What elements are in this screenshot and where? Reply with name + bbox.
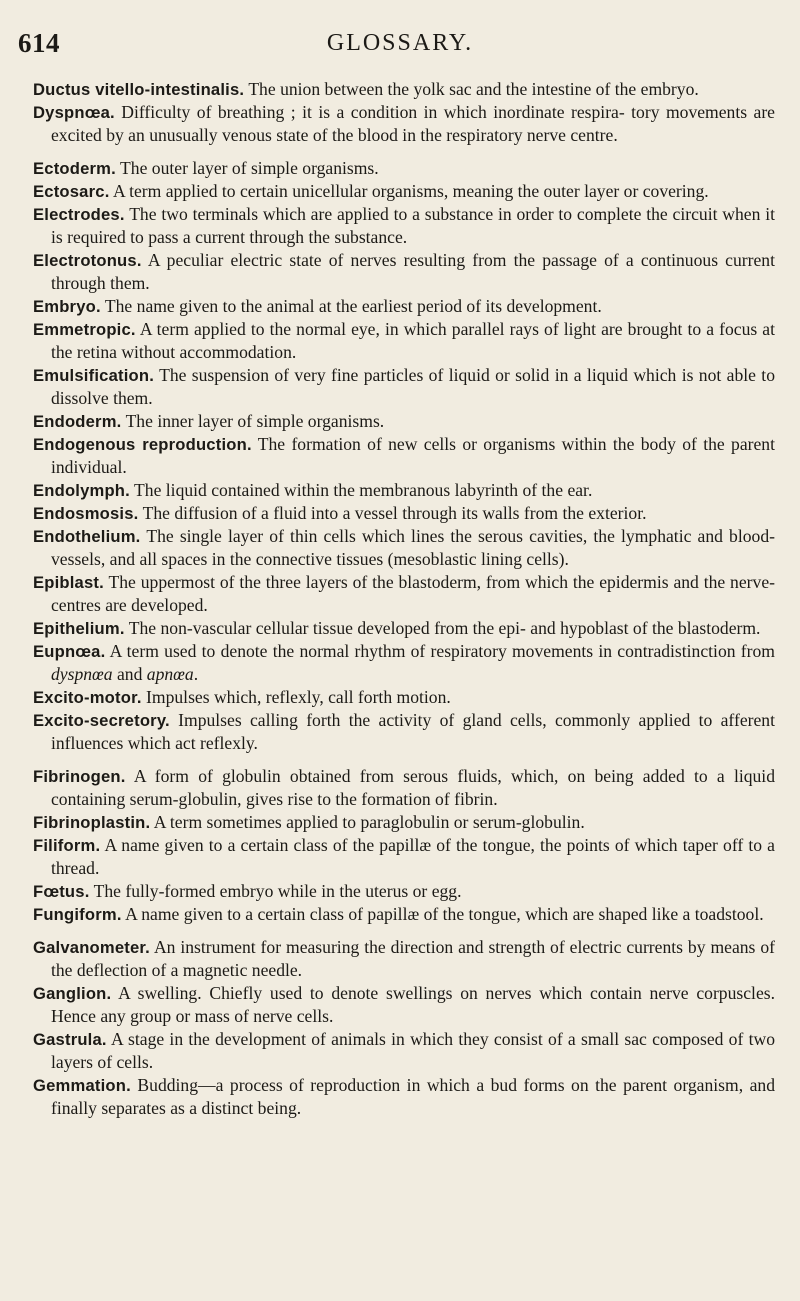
glossary-entry: [33, 249, 775, 295]
entry-term: Epiblast.: [33, 573, 104, 592]
entry-definition: The inner layer of simple organisms.: [125, 411, 385, 431]
entry-definition: A form of globulin obtained from serous fluids, which, on being added to a liquid containing serum-globulin, gives rise to the formation of fibrin.: [51, 766, 775, 809]
entry-definition: A term applied to the normal eye, in which parallel rays of light are brought to a focus at the retina without accommodation.: [51, 319, 775, 362]
entry-term: Fungiform.: [33, 905, 122, 924]
glossary-entry: [33, 525, 775, 571]
entry-definition: An instrument for measuring the direction and strength of electric currents by means of the deflection of a magnetic needle.: [51, 937, 775, 980]
glossary-entry: [33, 765, 775, 811]
glossary-entry: [33, 686, 775, 709]
entry-definition: A term used to denote the normal rhythm of respiratory movements in contradistinction from: [109, 641, 775, 661]
entry-definition: The suspension of very fine particles of liquid or solid in a liquid which is not able to dissolve them.: [51, 365, 775, 408]
entry-term: Ectosarc.: [33, 182, 110, 201]
entry-definition: The single layer of thin cells which lines the serous cavities, the lymphatic and blood-vessels, and all spaces in the connective tissues (mesoblastic lining cells).: [51, 526, 775, 569]
entry-term: Embryo.: [33, 297, 101, 316]
entry-term: Ductus vitello-intestinalis.: [33, 80, 245, 99]
entry-term: Gastrula.: [33, 1030, 107, 1049]
glossary-entry: [33, 1028, 775, 1074]
glossary-entry: [33, 364, 775, 410]
glossary-entry: [33, 101, 775, 147]
entry-italic-term: dyspnœa: [51, 664, 113, 684]
glossary-entry: [33, 479, 775, 502]
entry-term: Ectoderm.: [33, 159, 116, 178]
entry-term: Emmetropic.: [33, 320, 136, 339]
entry-definition-end: .: [193, 664, 199, 684]
entry-definition: The uppermost of the three layers of the blastoderm, from which the epidermis and the nerve-centres are developed.: [51, 572, 775, 615]
entry-term: Fibrinogen.: [33, 767, 126, 786]
entry-definition: The diffusion of a fluid into a vessel through its walls from the exterior.: [142, 503, 647, 523]
glossary-entry: [33, 571, 775, 617]
glossary-entry: [33, 295, 775, 318]
running-head: [0, 28, 800, 60]
entry-term: Electrodes.: [33, 205, 125, 224]
entry-definition: A name given to a certain class of papillæ of the tongue, which are shaped like a toadstool.: [125, 904, 764, 924]
running-title: GLOSSARY.: [326, 30, 474, 56]
entry-definition: Difficulty of breathing ; it is a condition in which inordinate respira- tory movements are excited by an unusually venous state of the blood in the respiratory nerve centre.: [51, 102, 775, 145]
entry-term: Excito-motor.: [33, 688, 142, 707]
entry-definition: Budding—a process of reproduction in which a bud forms on the parent organism, and finally separates as a distinct being.: [51, 1075, 775, 1118]
glossary-entry: [33, 180, 775, 203]
entry-definition: A name given to a certain class of the papillæ of the tongue, the points of which taper off to a thread.: [51, 835, 775, 878]
entry-definition: The outer layer of simple organisms.: [120, 158, 379, 178]
glossary-entry: [33, 834, 775, 880]
entry-definition: A term applied to certain unicellular organisms, meaning the outer layer or covering.: [112, 181, 709, 201]
glossary-entry: [33, 880, 775, 903]
entry-term: Endolymph.: [33, 481, 130, 500]
entry-term: Endothelium.: [33, 527, 141, 546]
entry-definition: The name given to the animal at the earliest period of its development.: [104, 296, 602, 316]
glossary-entries: [33, 78, 775, 1120]
glossary-entry: [33, 157, 775, 180]
entry-term: Gemmation.: [33, 1076, 131, 1095]
entry-term: Eupnœa.: [33, 642, 106, 661]
entry-term: Excito-secretory.: [33, 711, 170, 730]
entry-definition: The union between the yolk sac and the intestine of the embryo.: [248, 79, 699, 99]
entry-definition: A stage in the development of animals in which they consist of a small sac composed of two layers of cells.: [51, 1029, 775, 1072]
entry-term: Endosmosis.: [33, 504, 139, 523]
entry-definition: A peculiar electric state of nerves resulting from the passage of a continuous current through them.: [51, 250, 775, 293]
entry-term: Endogenous reproduction.: [33, 435, 252, 454]
entry-definition-connector: and: [112, 664, 147, 684]
page-number: 614: [18, 28, 60, 58]
glossary-entry: [33, 903, 775, 926]
entry-italic-term: apnœa: [146, 664, 194, 684]
glossary-entry: [33, 78, 775, 101]
glossary-entry: [33, 982, 775, 1028]
glossary-entry: [33, 410, 775, 433]
entry-term: Endoderm.: [33, 412, 122, 431]
glossary-entry: [33, 502, 775, 525]
entry-definition: The fully-formed embryo while in the uterus or egg.: [93, 881, 462, 901]
entry-term: Electrotonus.: [33, 251, 142, 270]
entry-definition: A swelling. Chiefly used to denote swellings on nerves which contain nerve corpuscles. Hence any group or mass of nerve cells.: [51, 983, 776, 1026]
glossary-entry: [33, 1074, 775, 1120]
entry-definition: The formation of new cells or organisms within the body of the parent individual.: [51, 434, 775, 477]
entry-definition: A term sometimes applied to paraglobulin or serum-globulin.: [153, 812, 585, 832]
entry-term: Fœtus.: [33, 882, 90, 901]
glossary-entry: [33, 203, 775, 249]
entry-term: Epithelium.: [33, 619, 125, 638]
entry-definition: Impulses which, reflexly, call forth motion.: [146, 687, 451, 707]
entry-term: Emulsification.: [33, 366, 155, 385]
glossary-entry: [33, 318, 775, 364]
entry-term: Dyspnœa.: [33, 103, 115, 122]
entry-term: Filiform.: [33, 836, 101, 855]
glossary-entry: [33, 433, 775, 479]
entry-definition: The two terminals which are applied to a substance in order to complete the circuit when it is required to pass a current through the substance.: [51, 204, 775, 247]
glossary-entry: [33, 617, 775, 640]
glossary-entry: [33, 811, 775, 834]
glossary-entry: [33, 936, 775, 982]
entry-definition: The liquid contained within the membranous labyrinth of the ear.: [134, 480, 593, 500]
glossary-entry: [33, 709, 775, 755]
entry-term: Fibrinoplastin.: [33, 813, 151, 832]
entry-term: Galvanometer.: [33, 938, 150, 957]
glossary-entry: [33, 640, 775, 686]
entry-definition: Impulses calling forth the activity of gland cells, commonly applied to afferent influences which act reflexly.: [51, 710, 775, 753]
entry-definition: The non-vascular cellular tissue developed from the epi- and hypoblast of the blastoderm.: [128, 618, 761, 638]
entry-term: Ganglion.: [33, 984, 112, 1003]
